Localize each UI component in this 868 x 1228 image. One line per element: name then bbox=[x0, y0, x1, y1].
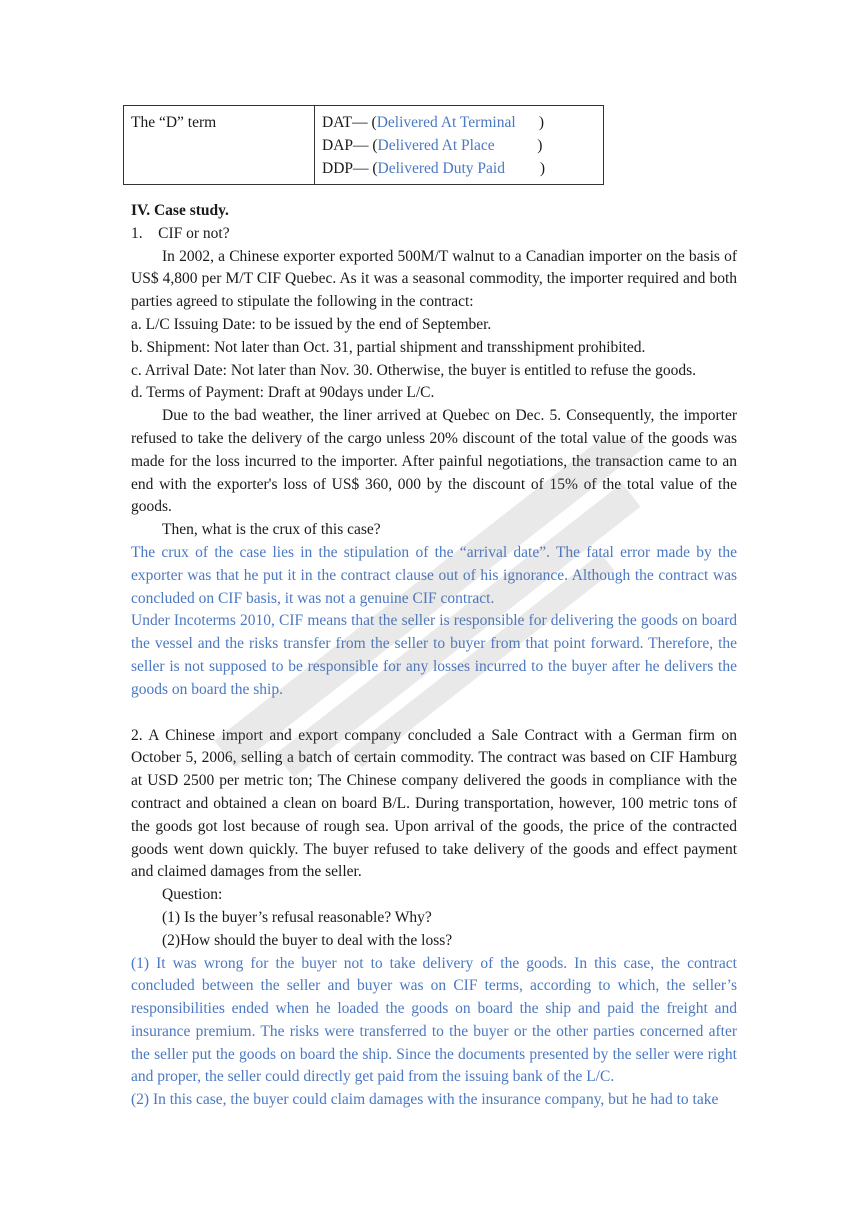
term-group-label: The “D” term bbox=[124, 106, 315, 185]
case2-question-label: Question: bbox=[162, 886, 223, 904]
case1-question: Then, what is the crux of this case? bbox=[162, 521, 381, 539]
term-line-ddp: DDP— (Delivered Duty Paid ) bbox=[322, 160, 546, 177]
term-list bbox=[315, 106, 604, 185]
case1-answer: The crux of the case lies in the stipulation of the “arrival date”. The fatal error made by the exporter was that he put it in the contract clause out of his ignorance. Although the contract was concluded on CIF basis, it was not a genuine CIF contract. bbox=[131, 543, 737, 607]
case1-paragraph: Due to the bad weather, the liner arrived at Quebec on Dec. 5. Consequently, the importer refused to take the delivery of the cargo unless 20% discount of the total value of the goods was made for the loss incurred to the importer. After painful negotiations, the transaction came to an end with the exporter's loss of US$ 360, 000 by the discount of 15% of the total value of the goods. bbox=[131, 407, 737, 516]
case1-title: 1. CIF or not? bbox=[131, 224, 230, 242]
case2-paragraph: 2. A Chinese import and export company concluded a Sale Contract with a German firm on October 5, 2006, selling a batch of certain commodity. The contract was based on CIF Hamburg at USD 2500 per metric ton; The Chinese company delivered the goods in compliance with the contract and obtained a clean on board B/L. During transportation, however, 100 metric tons of the goods got lost because of rough sea. Upon arrival of the goods, the price of the contracted goods went down quickly. The buyer refused to take delivery of the goods and effect payment and claimed damages from the seller. bbox=[131, 726, 737, 881]
section-heading: IV. Case study. bbox=[131, 202, 229, 219]
contract-item: d. Terms of Payment: Draft at 90days under L/C. bbox=[131, 384, 435, 402]
case2-answer: (2) In this case, the buyer could claim damages with the insurance company, but he had to take bbox=[131, 1091, 719, 1109]
d-term-table bbox=[123, 105, 604, 185]
term-answer: Delivered Duty Paid bbox=[377, 160, 505, 177]
spacer bbox=[131, 702, 737, 725]
case2-question: (2)How should the buyer to deal with the loss? bbox=[162, 931, 453, 949]
contract-item: c. Arrival Date: Not later than Nov. 30. Otherwise, the buyer is entitled to refuse the goods. bbox=[131, 361, 697, 379]
case1-answer: Under Incoterms 2010, CIF means that the seller is responsible for delivering the goods on board the vessel and the risks transfer from the seller to buyer from that point forward. Therefore, the seller is not supposed to be responsible for any losses incurred to the buyer after he delivers the goods on board the ship. bbox=[131, 612, 737, 698]
term-answer: Delivered At Place bbox=[377, 137, 495, 154]
contract-item: b. Shipment: Not later than Oct. 31, partial shipment and transshipment prohibited. bbox=[131, 338, 646, 356]
contract-item: a. L/C Issuing Date: to be issued by the end of September. bbox=[131, 315, 492, 333]
case2-question: (1) Is the buyer’s refusal reasonable? Why? bbox=[162, 908, 432, 926]
table-row bbox=[124, 106, 604, 185]
case-study-section bbox=[131, 200, 737, 1112]
term-line-dat: DAT— (Delivered At Terminal ) bbox=[322, 114, 545, 131]
term-line-dap: DAP— (Delivered At Place ) bbox=[322, 137, 543, 154]
case2-answer: (1) It was wrong for the buyer not to take delivery of the goods. In this case, the contract concluded between the seller and buyer was on CIF terms, according to which, the seller’s responsibilities ended when he loaded the goods on board the ship and paid the freight and insurance premium. The risks were transferred to the buyer or the other parties concerned after the seller put the goods on board the ship. Since the documents presented by the seller were right and proper, the seller could directly get paid from the issuing bank of the L/C. bbox=[131, 954, 737, 1086]
term-answer: Delivered At Terminal bbox=[376, 114, 516, 131]
case1-paragraph: In 2002, a Chinese exporter exported 500M/T walnut to a Canadian importer on the basis of US$ 4,800 per M/T CIF Quebec. As it was a seasonal commodity, the importer required and both parties agreed to stipulate the following in the contract: bbox=[131, 247, 737, 311]
